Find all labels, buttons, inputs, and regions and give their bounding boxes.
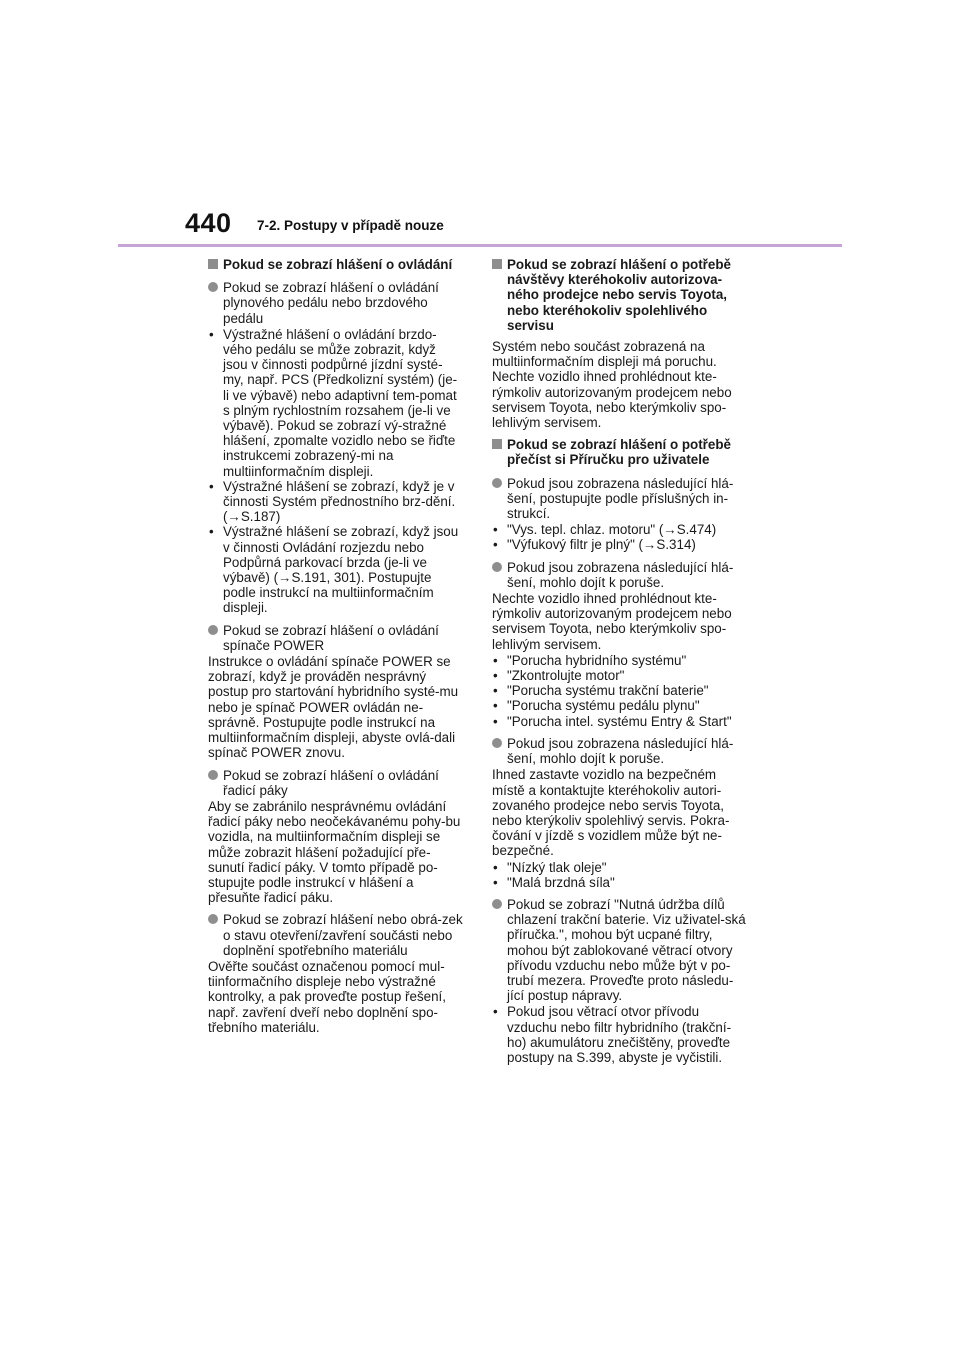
- circle-item: Pokud se zobrazí "Nutná údržba dílů chlazení trakční baterie. Viz uživatel-ská příručka.", mohou být ucpané filtry, mohou být zablokované větrací otvory přívodu vzduchu nebo může být v po-trubí mezera. Proveďte proto následu-jící postup nápravy.: [492, 897, 747, 1003]
- left-column: [208, 257, 463, 1036]
- circle-item: Pokud se zobrazí hlášení o ovládání spínače POWER: [208, 623, 463, 653]
- circle-item: Pokud se zobrazí hlášení o ovládání řadicí páky: [208, 768, 463, 798]
- chapter-title: 7-2. Postupy v případě nouze: [257, 218, 444, 233]
- list-item: • "Porucha systému pedálu plynu": [492, 698, 747, 713]
- bullet-list: [492, 653, 747, 729]
- circle-item: Pokud se zobrazí hlášení nebo obrá-zek o stavu otevření/zavření součásti nebo doplnění spotřebního materiálu: [208, 912, 463, 958]
- paragraph: Ověřte součást označenou pomocí mul-tiinformačního displeje nebo výstražné kontrolky, a pak proveďte postup řešení, např. zavření dveří nebo doplnění spo-třebního materiálu.: [208, 958, 446, 1035]
- list-item: • "Zkontrolujte motor": [492, 668, 747, 683]
- bullet-list: [208, 327, 463, 616]
- right-column: [492, 257, 747, 1066]
- list-item: • "Porucha intel. systému Entry & Start": [492, 714, 747, 729]
- list-item: • Výstražné hlášení se zobrazí, když jsou v činnosti Ovládání rozjezdu nebo Podpůrná parkovací brzda (je-li ve výbavě) (→S.191, 301). Postupujte podle instrukcí na multiinformačním displeji.: [208, 524, 463, 615]
- paragraph: Systém nebo součást zobrazená na multiinformačním displeji má poruchu. Nechte vozidlo ihned prohlédnout kte-rýmkoliv autorizovaným prodejcem nebo servisem Toyota, nebo kterýmkoliv spo-lehlivým servisem.: [492, 339, 732, 431]
- bullet-list: [492, 522, 747, 552]
- bullet-list: [492, 1004, 747, 1065]
- bullet-list: [492, 860, 747, 890]
- section-heading: Pokud se zobrazí hlášení o ovládání: [208, 257, 463, 272]
- circle-item: Pokud se zobrazí hlášení o ovládání plynového pedálu nebo brzdového pedálu: [208, 280, 463, 326]
- page-number: 440: [185, 208, 232, 238]
- circle-item: Pokud jsou zobrazena následující hlá-šení, mohlo dojít k poruše.: [492, 736, 747, 766]
- paragraph: Instrukce o ovládání spínače POWER se zobrazí, když je prováděn nesprávný postup pro startování hybridního systé-mu nebo je spínač POWER ovládán ne-správně. Postupujte podle instrukcí na multiinformačním displeji, abyste ovlá-dali spínač POWER znovu.: [208, 654, 459, 761]
- list-item: • Výstražné hlášení o ovládání brzdo-vého pedálu se může zobrazit, když jsou v činnosti podpůrné jízdní systé-my, např. PCS (Předkolizní systém) (je-li ve výbavě) nebo adaptivní tem-pomat s plným rychlostním rozsahem (je-li ve výbavě). Pokud se zobrazí vý-stražné hlášení, zpomalte vozidlo nebo se řiďte instrukcemi zobrazený-mi na multiinformačním displeji.: [208, 327, 463, 479]
- section-heading: Pokud se zobrazí hlášení o potřebě návštěvy kteréhokoliv autorizova-ného prodejce nebo servis Toyota, nebo kteréhokoliv spolehlivého servisu: [492, 257, 747, 333]
- header-rule: [118, 244, 842, 247]
- paragraph: Aby se zabránilo nesprávnému ovládání řadicí páky nebo neočekávanému pohy-bu vozidla, na multiinformačním displeji se může zobrazit hlášení požadující pře-sunutí řadicí páky. V tomto případě po-stupujte podle instrukcí v hlášení a přesuňte řadicí páku.: [208, 798, 461, 906]
- paragraph: Ihned zastavte vozidlo na bezpečném místě a kontaktujte kteréhokoliv autori-zovaného prodejce nebo servis Toyota, nebo kterýkoliv spolehlivý servis. Pokra-čování v jízdě s vozidlem může být ne-bezpečné.: [492, 767, 730, 859]
- circle-item: Pokud jsou zobrazena následující hlá-šení, mohlo dojít k poruše.: [492, 560, 747, 590]
- list-item: • "Vys. tepl. chlaz. motoru" (→S.474): [492, 522, 747, 537]
- list-item: • Výstražné hlášení se zobrazí, když je v činnosti Systém přednostního brz-dění. (→S.187): [208, 479, 463, 525]
- list-item: • "Nízký tlak oleje": [492, 860, 747, 875]
- list-item: • "Malá brzdná síla": [492, 875, 747, 890]
- list-item: • "Porucha systému trakční baterie": [492, 683, 747, 698]
- list-item: • Pokud jsou větrací otvor přívodu vzduchu nebo filtr hybridního (trakční-ho) akumulátoru znečištěny, proveďte postupy na S.399, abyste je vyčistili.: [492, 1004, 747, 1065]
- paragraph: Nechte vozidlo ihned prohlédnout kte-rýmkoliv autorizovaným prodejcem nebo servisem Toyota, nebo kterýmkoliv spo-lehlivým servisem.: [492, 591, 732, 652]
- list-item: • "Porucha hybridního systému": [492, 653, 747, 668]
- list-item: • "Výfukový filtr je plný" (→S.314): [492, 537, 747, 552]
- section-heading: Pokud se zobrazí hlášení o potřebě přečíst si Příručku pro uživatele: [492, 437, 747, 467]
- circle-item: Pokud jsou zobrazena následující hlá-šení, postupujte podle příslušných in-strukcí.: [492, 476, 747, 522]
